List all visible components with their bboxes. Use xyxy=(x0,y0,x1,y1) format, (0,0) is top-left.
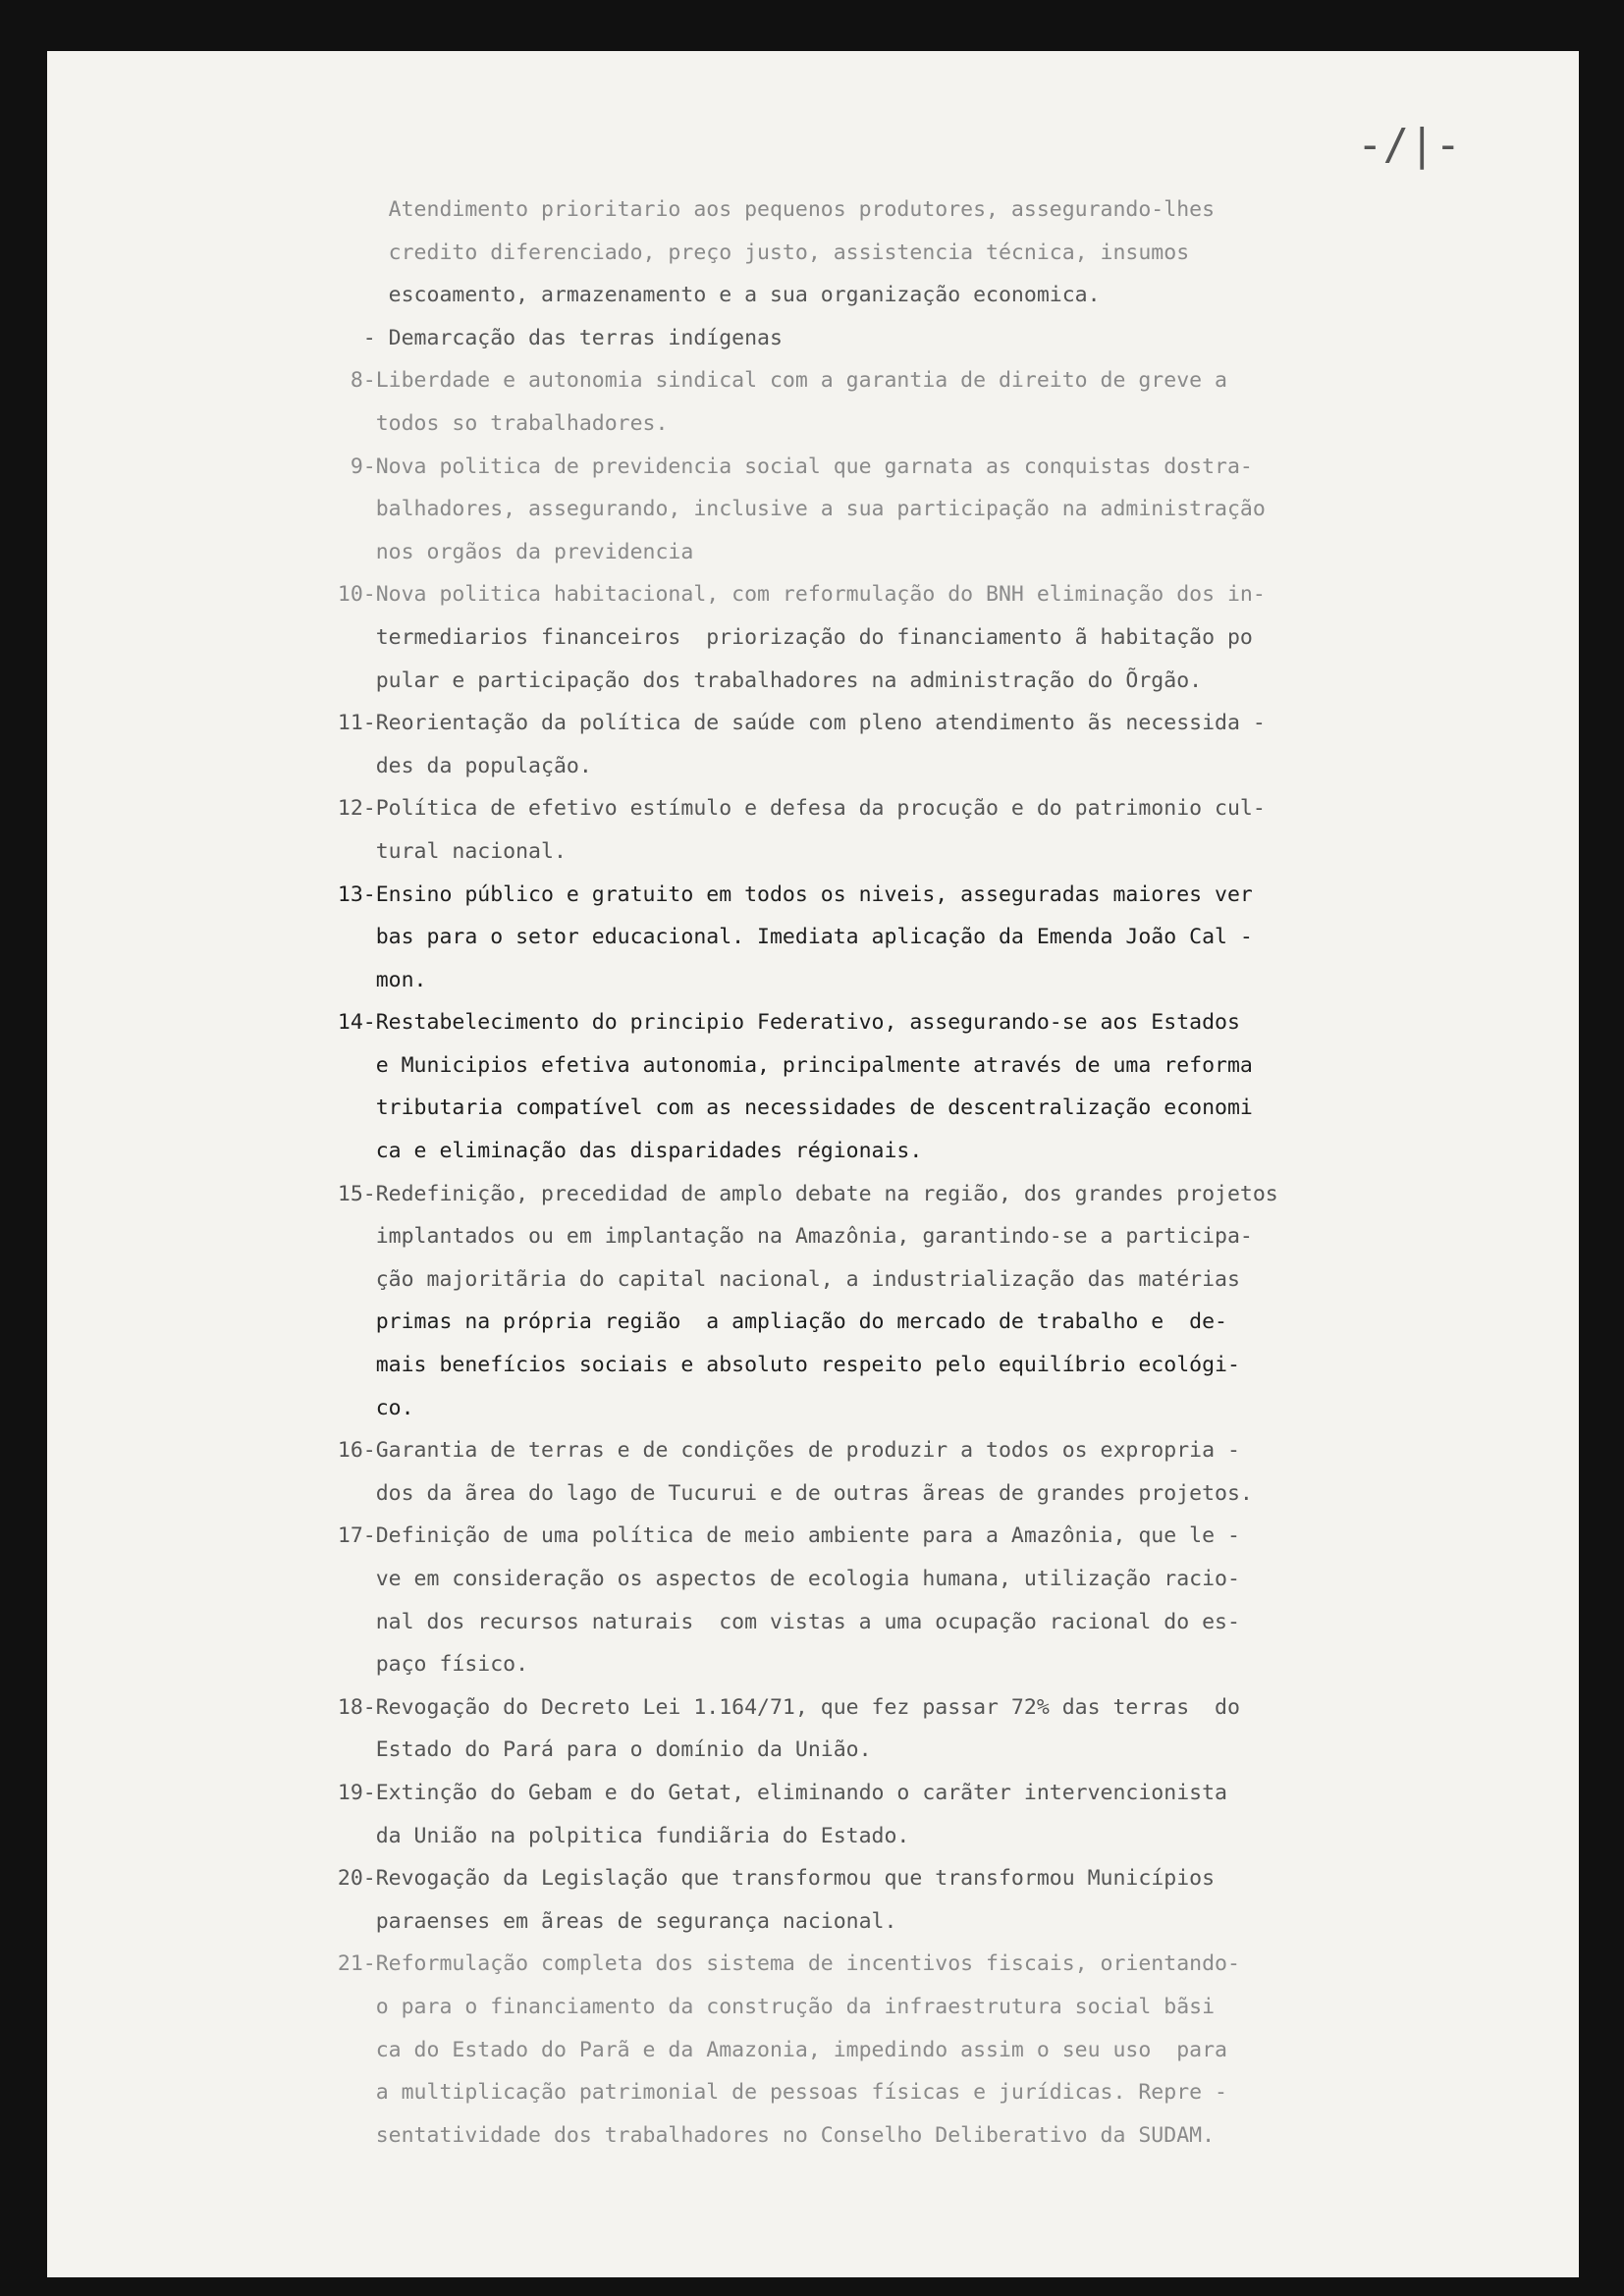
text-line: 19-Extinção do Gebam e do Getat, eliminando o carãter intervencionista xyxy=(312,1780,1227,1805)
text-line: ca e eliminação das disparidades régionais. xyxy=(312,1139,923,1164)
text-line: 13-Ensino público e gratuito em todos os niveis, asseguradas maiores ver xyxy=(312,881,1253,907)
document-page xyxy=(47,51,1579,2277)
text-line: primas na própria região a ampliação do mercado de trabalho e de- xyxy=(312,1309,1227,1335)
text-line: 9-Nova politica de previdencia social que garnata as conquistas dostra- xyxy=(312,454,1253,479)
document-text xyxy=(312,188,1471,2157)
text-line: 8-Liberdade e autonomia sindical com a garantia de direito de greve a xyxy=(312,368,1227,394)
text-line: 15-Redefinição, precedidad de amplo debate na região, dos grandes projetos xyxy=(312,1181,1278,1206)
text-line: 10-Nova politica habitacional, com reformulação do BNH eliminação dos in- xyxy=(312,582,1266,608)
text-line: co. xyxy=(312,1395,414,1420)
text-line: escoamento, armazenamento e a sua organização economica. xyxy=(312,283,1101,308)
text-line: - Demarcação das terras indígenas xyxy=(312,325,783,350)
text-line: ção majoritãria do capital nacional, a industrialização das matérias xyxy=(312,1266,1240,1292)
text-line: balhadores, assegurando, inclusive a sua participação na administração xyxy=(312,497,1266,522)
page-number-mark: -/|- xyxy=(1357,120,1461,170)
text-line: sentatividade dos trabalhadores no Conselho Deliberativo da SUDAM. xyxy=(312,2122,1216,2148)
text-line: ca do Estado do Parã e da Amazonia, impedindo assim o seu uso para xyxy=(312,2037,1227,2062)
text-line: 12-Política de efetivo estímulo e defesa da procução e do patrimonio cul- xyxy=(312,796,1266,822)
text-line: credito diferenciado, preço justo, assistencia técnica, insumos xyxy=(312,240,1190,265)
text-line: tributaria compatível com as necessidades de descentralização economi xyxy=(312,1095,1253,1121)
text-line: dos da ãrea do lago de Tucurui e de outras ãreas de grandes projetos. xyxy=(312,1480,1253,1506)
text-line: 17-Definição de uma política de meio ambiente para a Amazônia, que le - xyxy=(312,1523,1240,1549)
text-line: a multiplicação patrimonial de pessoas físicas e jurídicas. Repre - xyxy=(312,2080,1227,2106)
text-line: termediarios financeiros priorização do financiamento ã habitação po xyxy=(312,624,1253,650)
text-line: mais benefícios sociais e absoluto respeito pelo equilíbrio ecológi- xyxy=(312,1353,1240,1378)
text-line: Atendimento prioritario aos pequenos produtores, assegurando-lhes xyxy=(312,197,1216,222)
text-line: 16-Garantia de terras e de condições de produzir a todos os expropria - xyxy=(312,1438,1240,1464)
text-line: 18-Revogação do Decreto Lei 1.164/71, que fez passar 72% das terras do xyxy=(312,1694,1240,1720)
text-line: ve em consideração os aspectos de ecologia humana, utilização racio- xyxy=(312,1567,1240,1591)
text-line: implantados ou em implantação na Amazônia, garantindo-se a participa- xyxy=(312,1224,1253,1250)
text-line: paraenses em ãreas de segurança nacional. xyxy=(312,1908,897,1934)
text-line: todos so trabalhadores. xyxy=(312,410,669,436)
text-line: o para o financiamento da construção da infraestrutura social bãsi xyxy=(312,1994,1216,2019)
text-line: e Municipios efetiva autonomia, principalmente através de uma reforma xyxy=(312,1052,1253,1078)
text-line: Estado do Pará para o domínio da União. xyxy=(312,1737,872,1763)
text-line: 20-Revogação da Legislação que transformou que transformou Municípios xyxy=(312,1866,1216,1892)
text-line: mon. xyxy=(312,967,427,992)
text-line: 21-Reformulação completa dos sistema de incentivos fiscais, orientando- xyxy=(312,1951,1240,1977)
text-line: 14-Restabelecimento do principio Federativo, assegurando-se aos Estados xyxy=(312,1010,1240,1036)
text-line: tural nacional. xyxy=(312,838,567,864)
text-line: da União na polpitica fundiãria do Estado. xyxy=(312,1823,910,1848)
text-line: nal dos recursos naturais com vistas a uma ocupação racional do es- xyxy=(312,1609,1240,1634)
text-line: pular e participação dos trabalhadores na administração do Õrgão. xyxy=(312,667,1203,693)
text-line: paço físico. xyxy=(312,1652,529,1678)
text-line: nos orgãos da previdencia xyxy=(312,539,694,564)
text-line: des da população. xyxy=(312,753,592,778)
text-line: bas para o setor educacional. Imediata aplicação da Emenda João Cal - xyxy=(312,925,1253,950)
text-line: 11-Reorientação da política de saúde com pleno atendimento ãs necessida - xyxy=(312,711,1266,736)
